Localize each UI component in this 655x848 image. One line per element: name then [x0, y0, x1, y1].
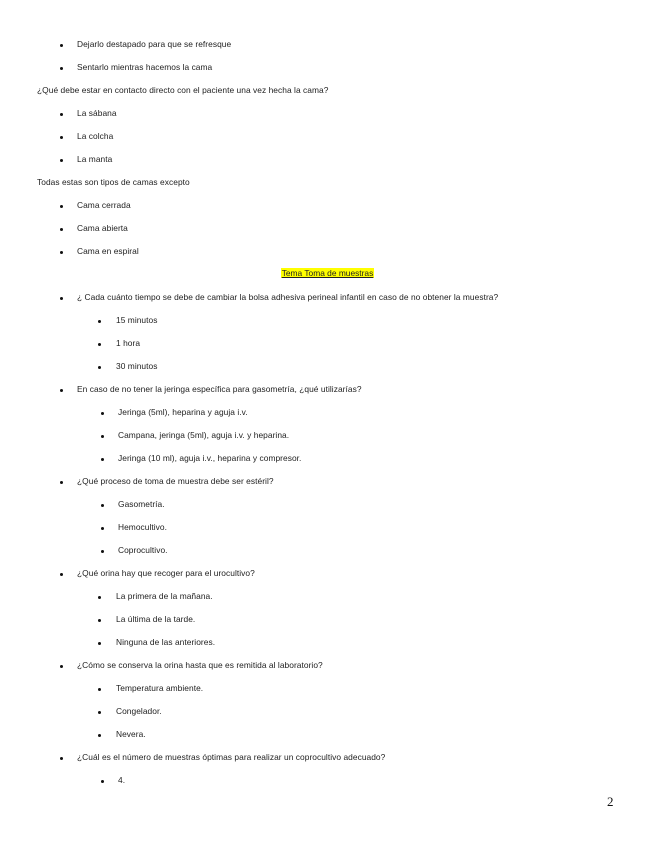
section-heading-wrap	[0, 268, 655, 278]
list-item: Cama en espiral	[77, 246, 139, 256]
question-text: ¿Qué orina hay que recoger para el urocultivo?	[77, 568, 255, 578]
question-text: Todas estas son tipos de camas excepto	[37, 177, 190, 187]
list-item: Dejarlo destapado para que se refresque	[77, 39, 232, 49]
bullet	[101, 412, 104, 415]
bullet	[60, 113, 63, 116]
bullet	[60, 67, 63, 70]
bullet	[60, 297, 63, 300]
list-item: Sentarlo mientras hacemos la cama	[77, 62, 213, 72]
list-item: Cama abierta	[77, 223, 128, 233]
bullet	[101, 780, 104, 783]
bullet	[60, 665, 63, 668]
answer-option: Jeringa (5ml), heparina y aguja i.v.	[118, 407, 248, 417]
answer-option: Congelador.	[116, 706, 162, 716]
answer-option: Ninguna de las anteriores.	[116, 637, 216, 647]
bullet	[60, 228, 63, 231]
question-text: ¿Cuál es el número de muestras óptimas para realizar un coprocultivo adecuado?	[77, 752, 386, 762]
bullet	[101, 550, 104, 553]
bullet	[98, 619, 101, 622]
list-item: La manta	[77, 154, 113, 164]
list-item: La sábana	[77, 108, 117, 118]
bullet	[60, 251, 63, 254]
bullet	[60, 136, 63, 139]
bullet	[101, 504, 104, 507]
answer-option: Coprocultivo.	[118, 545, 168, 555]
answer-option: Nevera.	[116, 729, 146, 739]
answer-option: 4.	[118, 775, 126, 785]
bullet	[98, 642, 101, 645]
bullet	[98, 320, 101, 323]
bullet	[101, 458, 104, 461]
answer-option: 15 minutos	[116, 315, 158, 325]
section-heading: Tema Toma de muestras	[281, 268, 374, 278]
list-item: La colcha	[77, 131, 114, 141]
bullet	[60, 159, 63, 162]
bullet	[98, 366, 101, 369]
bullet	[98, 596, 101, 599]
page-number: 2	[607, 794, 614, 809]
answer-option: 1 hora	[116, 338, 141, 348]
bullet	[98, 688, 101, 691]
question-text: ¿ Cada cuánto tiempo se debe de cambiar la bolsa adhesiva perineal infantil en caso de no obtener la muestra?	[77, 292, 499, 302]
bullet	[60, 573, 63, 576]
bullet	[60, 44, 63, 47]
list-item: Cama cerrada	[77, 200, 131, 210]
bullet	[60, 389, 63, 392]
answer-option: Jeringa (10 ml), aguja i.v., heparina y compresor.	[118, 453, 302, 463]
question-text: ¿Qué debe estar en contacto directo con el paciente una vez hecha la cama?	[37, 85, 329, 95]
bullet	[60, 205, 63, 208]
question-text: En caso de no tener la jeringa específica para gasometría, ¿qué utilizarías?	[77, 384, 362, 394]
bullet	[98, 711, 101, 714]
bullet	[98, 343, 101, 346]
question-text: ¿Qué proceso de toma de muestra debe ser estéril?	[77, 476, 274, 486]
bullet	[101, 527, 104, 530]
answer-option: Temperatura ambiente.	[116, 683, 204, 693]
answer-option: Hemocultivo.	[118, 522, 168, 532]
answer-option: La última de la tarde.	[116, 614, 196, 624]
answer-option: Campana, jeringa (5ml), aguja i.v. y heparina.	[118, 430, 290, 440]
answer-option: 30 minutos	[116, 361, 158, 371]
bullet	[101, 435, 104, 438]
answer-option: La primera de la mañana.	[116, 591, 213, 601]
question-text: ¿Cómo se conserva la orina hasta que es remitida al laboratorio?	[77, 660, 323, 670]
answer-option: Gasometría.	[118, 499, 165, 509]
bullet	[60, 481, 63, 484]
bullet	[60, 757, 63, 760]
bullet	[98, 734, 101, 737]
